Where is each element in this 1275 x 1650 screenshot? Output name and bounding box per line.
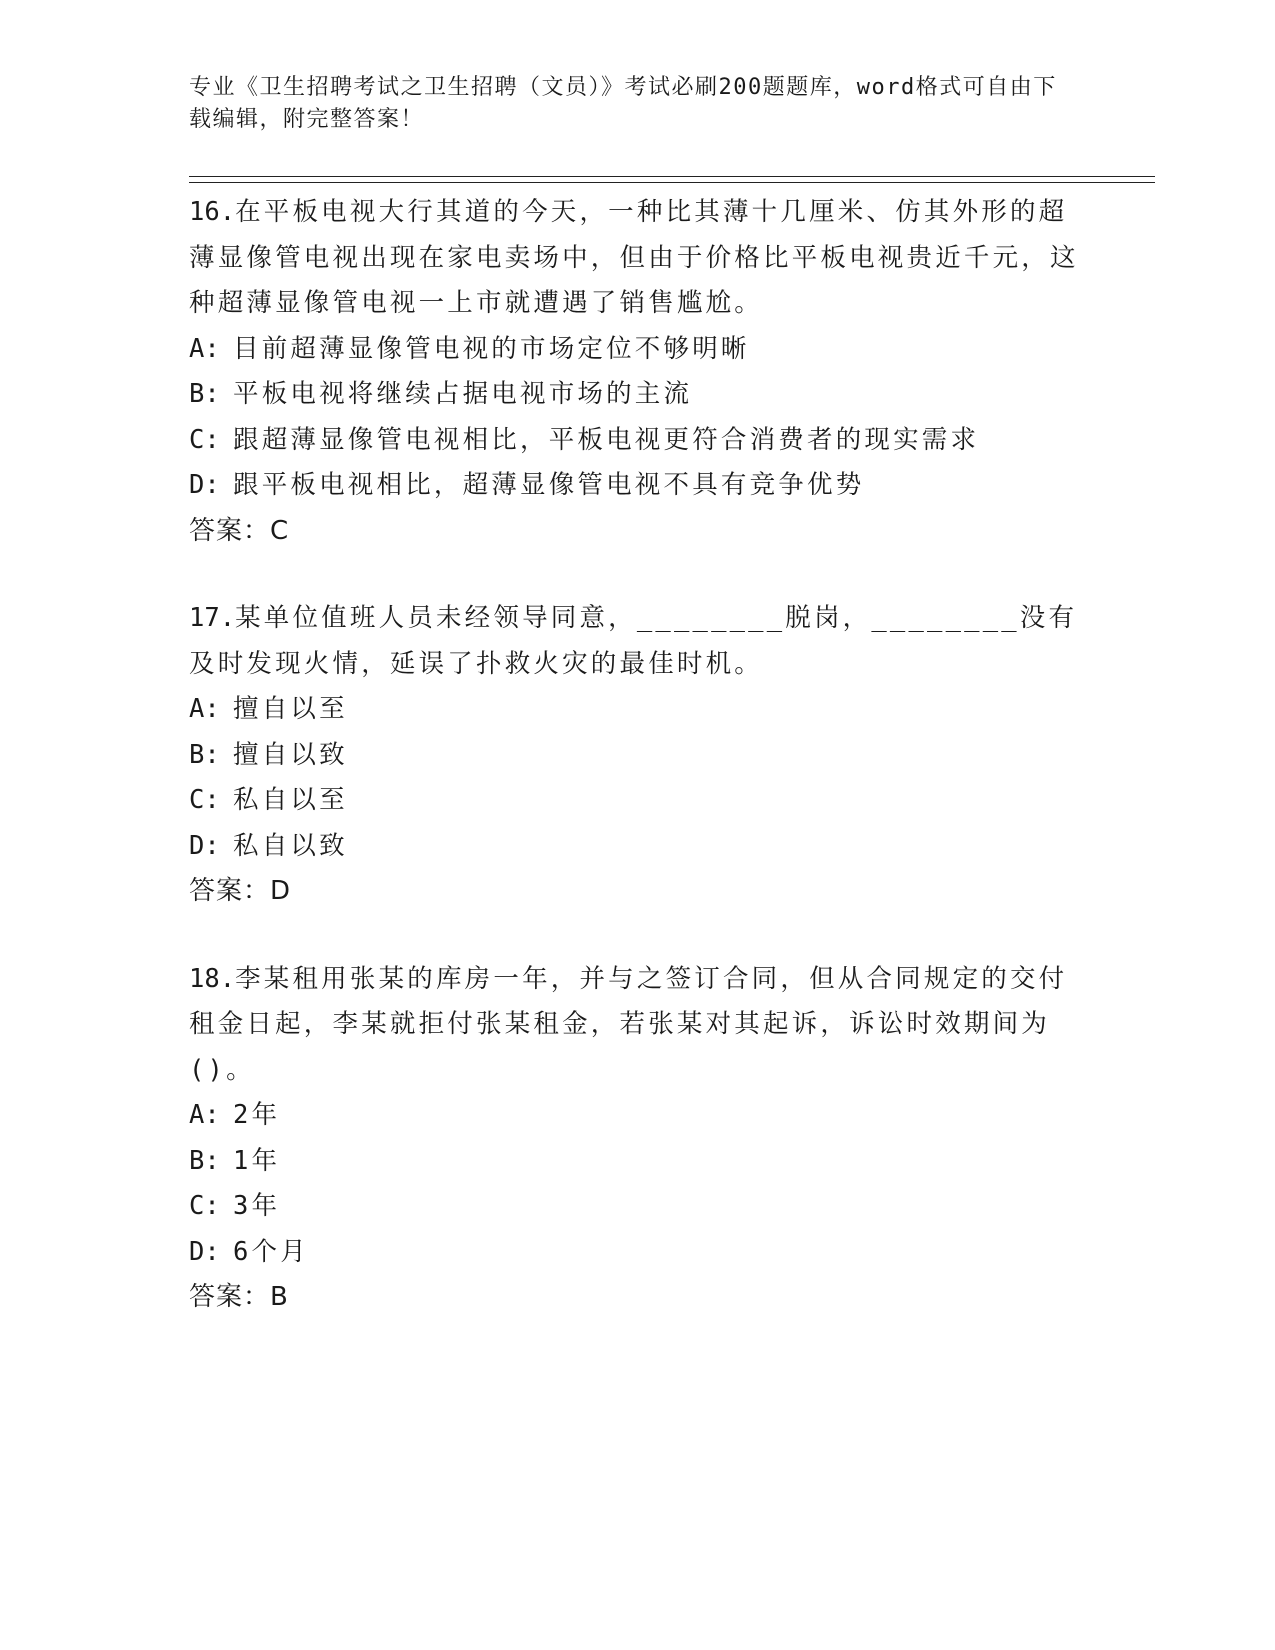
option-text: 1年 [233, 1145, 281, 1176]
option-text: 跟平板电视相比，超薄显像管电视不具有竞争优势 [233, 470, 865, 500]
question-list [189, 190, 1089, 1363]
option-key: B: [189, 739, 220, 770]
option-key: B: [189, 379, 220, 409]
question-stem [189, 957, 1089, 1094]
question-18 [189, 957, 1089, 1321]
question-text: 李某租用张某的库房一年，并与之签订合同，但从合同规定的交付租金日起，李某就拒付张某租金，若张某对其起诉，诉讼时效期间为()。 [189, 963, 1068, 1085]
option-text: 跟超薄显像管电视相比，平板电视更符合消费者的现实需求 [233, 424, 980, 455]
option-text: 目前超薄显像管电视的市场定位不够明晰 [233, 333, 750, 364]
option-key: D: [189, 470, 220, 500]
option-key: D: [189, 1236, 220, 1267]
option-b [189, 372, 1089, 418]
option-d [189, 1230, 1089, 1276]
option-text: 平板电视将继续占据电视市场的主流 [233, 379, 693, 409]
option-d [189, 463, 1089, 509]
option-c [189, 418, 1089, 464]
option-key: A: [189, 1100, 220, 1130]
question-stem [189, 190, 1089, 327]
question-number: 16. [189, 197, 236, 227]
option-key: D: [189, 830, 220, 861]
header-divider-bottom [189, 182, 1155, 183]
option-text: 私自以至 [233, 785, 348, 815]
option-c [189, 778, 1089, 824]
option-key: A: [189, 333, 220, 364]
option-text: 2年 [233, 1100, 281, 1130]
option-b [189, 733, 1089, 779]
option-c [189, 1184, 1089, 1230]
answer-line: 答案：B [189, 1282, 289, 1312]
question-number: 17. [189, 603, 236, 633]
option-text: 擅自以致 [233, 739, 348, 770]
option-a [189, 687, 1089, 733]
option-b [189, 1139, 1089, 1185]
question-16 [189, 190, 1089, 554]
document-header: 专业《卫生招聘考试之卫生招聘（文员）》考试必刷200题题库，word格式可自由下载编辑，附完整答案！ [189, 75, 1057, 132]
question-stem [189, 596, 1089, 687]
option-key: A: [189, 694, 220, 724]
option-key: C: [189, 1191, 220, 1221]
option-key: C: [189, 424, 220, 455]
option-text: 私自以致 [233, 830, 348, 861]
option-key: B: [189, 1145, 220, 1176]
answer-line: 答案：C [189, 515, 290, 546]
option-text: 3年 [233, 1191, 281, 1221]
question-number: 18. [189, 963, 236, 994]
header-divider-top [189, 176, 1155, 177]
option-a [189, 1093, 1089, 1139]
question-text: 在平板电视大行其道的今天，一种比其薄十几厘米、仿其外形的超薄显像管电视出现在家电卖场中，但由于价格比平板电视贵近千元，这种超薄显像管电视一上市就遭遇了销售尴尬。 [189, 197, 1079, 318]
answer-line: 答案：D [189, 876, 292, 906]
option-text: 擅自以至 [233, 694, 348, 724]
option-d [189, 824, 1089, 870]
option-a [189, 327, 1089, 373]
option-key: C: [189, 785, 220, 815]
option-text: 6个月 [233, 1236, 309, 1267]
question-17 [189, 596, 1089, 915]
question-text: 某单位值班人员未经领导同意，________脱岗，________没有及时发现火情，延误了扑救火灾的最佳时机。 [189, 603, 1078, 679]
